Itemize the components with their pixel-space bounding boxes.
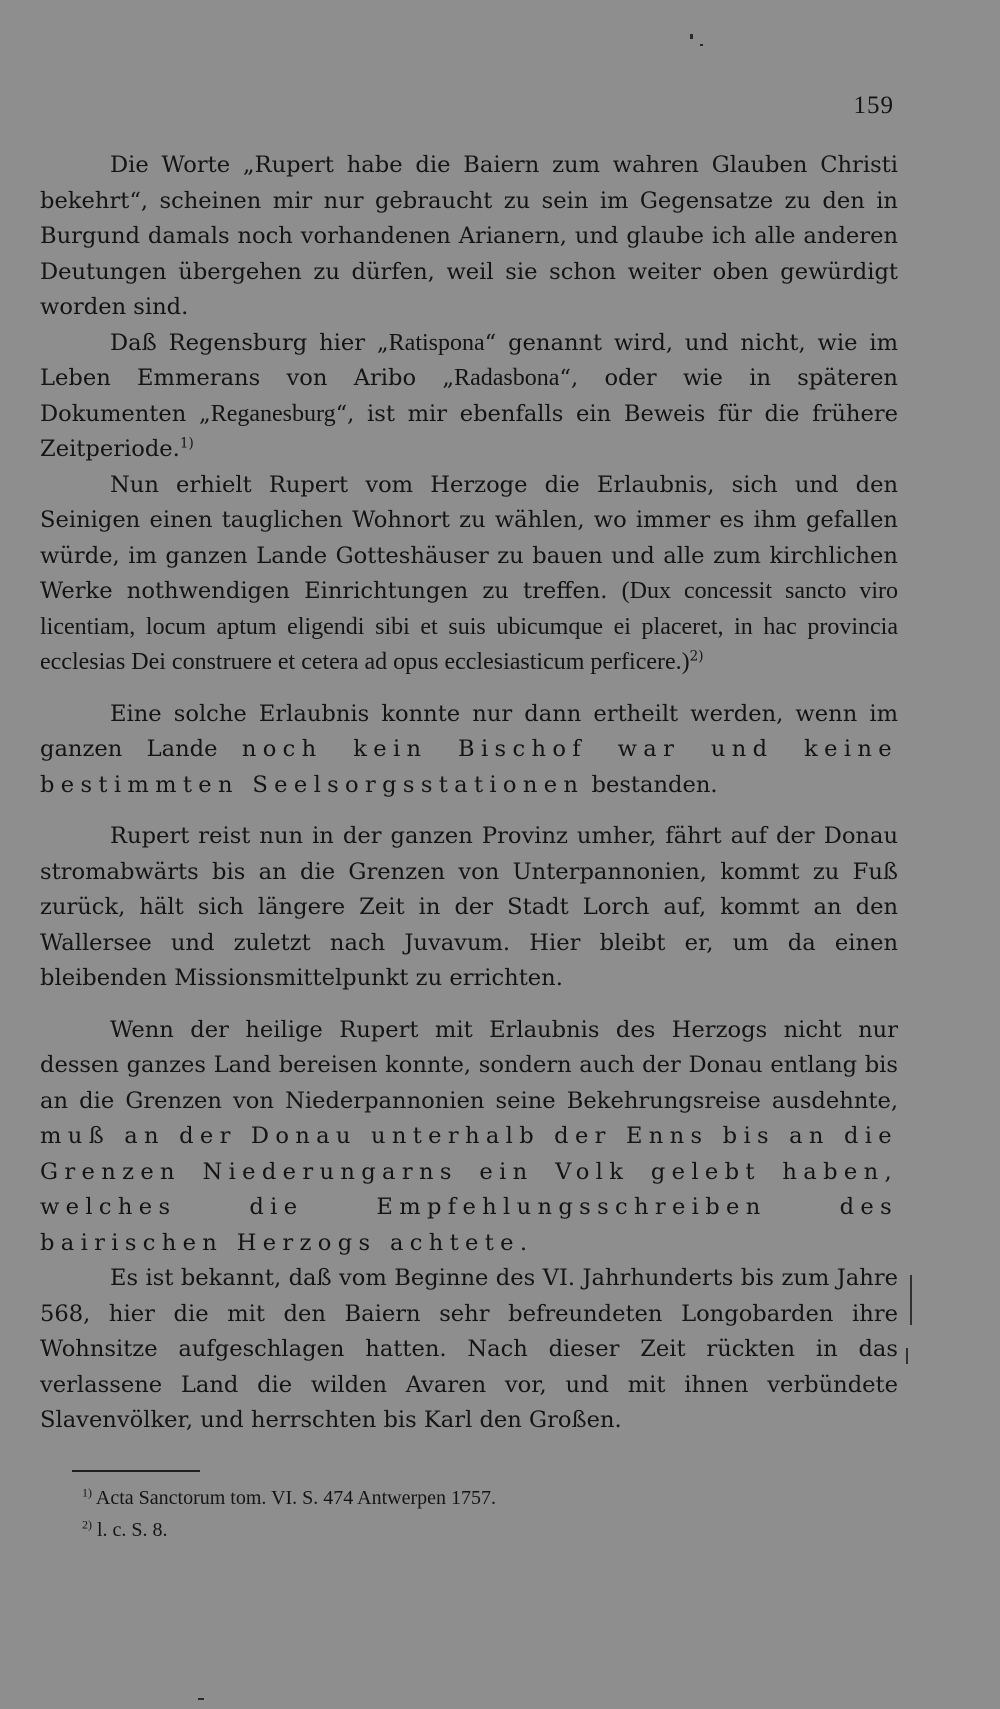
- footnote-text: l. c. S. 8.: [97, 1519, 168, 1541]
- latin-name: Radasbona: [454, 365, 560, 391]
- footnotes: [82, 1482, 862, 1546]
- paragraph-1: Die Worte „Rupert habe die Baiern zum wahren Glauben Christi bekehrt“, scheinen mir nur gebraucht zu sein im Gegensatze zu den in Burgund damals noch vorhandenen Arianern, und glaube ich alle anderen Deutungen übergehen zu dürfen, weil sie schon weiter oben gewürdigt worden sind.: [40, 152, 898, 320]
- body-text: [40, 148, 898, 1439]
- emphasized-text: noch kein Bischof war und keine bestimmten Seelsorgsstationen: [40, 736, 898, 798]
- scan-speck: [700, 44, 703, 46]
- footnote-reference: 1): [179, 435, 194, 452]
- text-run: Daß Regensburg hier „: [110, 329, 389, 356]
- footnote-text: Acta Sanctorum tom. VI. S. 474 Antwerpen 1757.: [95, 1487, 497, 1509]
- text-run: “ genannt wird, und nicht, wie im Leben Emmerans von Aribo „: [40, 329, 898, 391]
- paragraph-2: [40, 326, 898, 468]
- text-run: “, oder wie in späteren Dokumenten „: [40, 365, 898, 427]
- footnote-2: [82, 1514, 862, 1546]
- margin-mark: [906, 1348, 908, 1364]
- paragraph-6: [40, 1013, 898, 1262]
- text-run: Wenn der heilige Rupert mit Erlaubnis des Herzogs nicht nur dessen ganzes Land bereisen konnte, sondern auch der Donau entlang bis an die Grenzen von Niederpannonien seine Bekehrungsreise ausdehnte,: [40, 1016, 898, 1114]
- text-run: Nun erhielt Rupert vom Herzoge die Erlaubnis, sich und den Seinigen einen tauglichen Wohnort zu wählen, wo immer es ihm gefallen würde, im ganzen Lande Gotteshäuser zu bauen und alle zum kirchlichen Werke nothwendigen Einrichtungen zu treffen.: [40, 471, 898, 604]
- scan-speck: [198, 1698, 204, 1700]
- text-run: “, ist mir ebenfalls ein Beweis für die frühere Zeitperiode.: [40, 400, 898, 462]
- footnote-mark: 1): [82, 1485, 92, 1500]
- footnote-1: [82, 1482, 862, 1514]
- latin-name: Ratispona: [388, 329, 485, 356]
- page-number: 159: [853, 92, 894, 119]
- text-run: Eine solche Erlaubnis konnte nur dann ertheilt werden, wenn im ganzen Lande: [40, 700, 898, 762]
- latin-quotation: (Dux concessit sancto viro licentiam, locum aptum eligendi sibi et suis ubicumque ei placeret, in hac provincia ecclesias Dei construere et cetera ad opus ecclesiasticum perficere.): [40, 578, 898, 675]
- paragraph-5: Rupert reist nun in der ganzen Provinz umher, fährt auf der Donau stromabwärts bis an die Grenzen von Unterpannonien, kommt zu Fuß zurück, hält sich längere Zeit in der Stadt Lorch auf, kommt an den Wallersee und zuletzt nach Juvavum. Hier bleibt er, um da einen bleibenden Missionsmittelpunkt zu errichten.: [40, 823, 898, 991]
- paragraph-4: [40, 697, 898, 804]
- paragraph-3: [40, 468, 898, 681]
- footnote-reference: 2): [689, 648, 704, 665]
- footnote-mark: 2): [82, 1517, 92, 1532]
- footnote-divider: [72, 1470, 200, 1472]
- margin-mark: [910, 1275, 912, 1325]
- emphasized-text: muß an der Donau unterhalb der Enns bis an die Grenzen Niederungarns ein Volk gelebt haben, welches die Empfehlungsschreiben des bairischen Herzogs achtete.: [40, 1123, 898, 1256]
- text-run: bestanden.: [584, 771, 718, 798]
- scan-speck: [690, 34, 693, 39]
- paragraph-7: Es ist bekannt, daß vom Beginne des VI. Jahrhunderts bis zum Jahre 568, hier die mit den Baiern sehr befreundeten Longobarden ihre Wohnsitze aufgeschlagen hatten. Nach dieser Zeit rückten in das verlassene Land die wilden Avaren vor, und mit ihnen verbündete Slavenvölker, und herrschten bis Karl den Großen.: [40, 1265, 898, 1433]
- latin-name: Reganesburg: [210, 400, 336, 427]
